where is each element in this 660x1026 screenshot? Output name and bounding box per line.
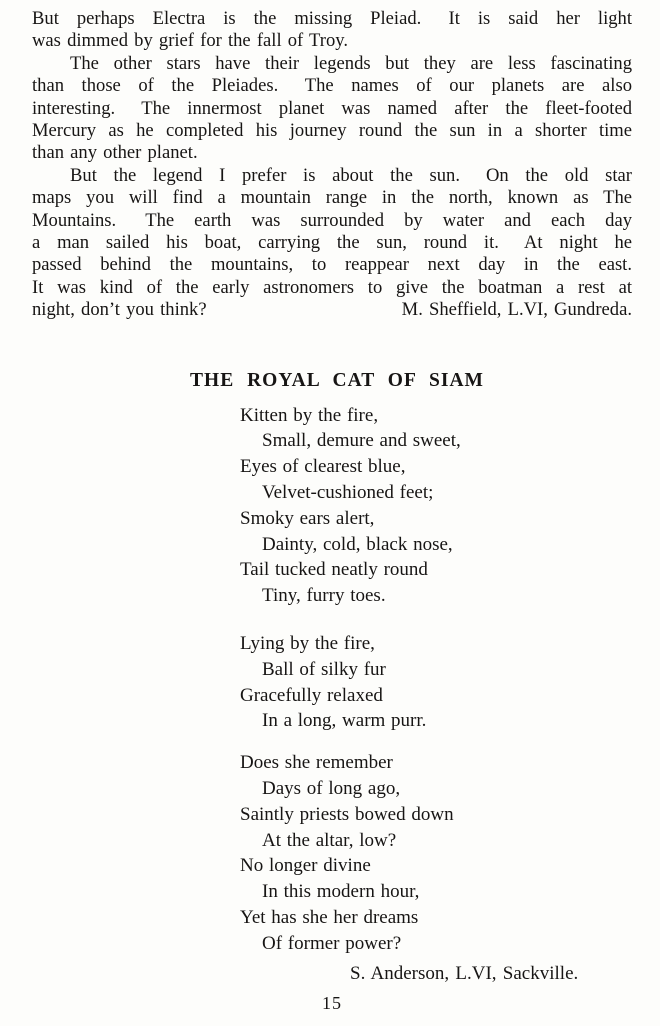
- poem-line: Lying by the fire,: [240, 633, 375, 655]
- text-line: The other stars have their legends but they are less fascinating: [70, 52, 632, 74]
- text-line: than those of the Pleiades. The names of our planets are also: [32, 75, 632, 97]
- prose-attribution: M. Sheffield, L.VI, Gundreda.: [401, 299, 632, 321]
- text-line: interesting. The innermost planet was named after the fleet-footed: [32, 97, 632, 119]
- paragraph-1: [32, 8, 632, 53]
- poem-line: In this modern hour,: [262, 881, 420, 903]
- closing-line: [32, 299, 632, 321]
- text-line: was dimmed by grief for the fall of Troy.: [32, 30, 348, 52]
- text-line: It was kind of the early astronomers to give the boatman a rest at: [32, 276, 632, 298]
- poem-line: Yet has she her dreams: [240, 907, 419, 929]
- poem-stanza-2: [240, 631, 632, 734]
- poem-line: Does she remember: [240, 752, 393, 774]
- text-line: than any other planet.: [32, 142, 198, 164]
- poem-line: In a long, warm purr.: [262, 710, 427, 732]
- poem-stanza-1: [240, 403, 632, 609]
- text-line: But the legend I prefer is about the sun. On the old star: [70, 164, 632, 186]
- poem-title: THE ROYAL CAT OF SIAM: [190, 369, 484, 391]
- poem-line: Tiny, furry toes.: [262, 585, 386, 607]
- poem-line: Saintly priests bowed down: [240, 803, 454, 825]
- poem-line: No longer divine: [240, 855, 371, 877]
- prose-section: [32, 8, 632, 1015]
- poem-body: [240, 403, 632, 957]
- poem-line: Days of long ago,: [262, 778, 401, 800]
- poem-line: Eyes of clearest blue,: [240, 456, 406, 478]
- paragraph-3: [32, 165, 632, 322]
- poem-line: Of former power?: [262, 932, 402, 954]
- text-line: Mountains. The earth was surrounded by water and each day: [32, 209, 632, 231]
- page-number: 15: [322, 993, 342, 1014]
- text-line: maps you will find a mountain range in the north, known as The: [32, 187, 632, 209]
- poem-line: Ball of silky fur: [262, 658, 386, 680]
- text-line: But perhaps Electra is the missing Pleiad. It is said her light: [32, 8, 632, 29]
- poem-line: Gracefully relaxed: [240, 684, 383, 706]
- poem-line: Dainty, cold, black nose,: [262, 533, 453, 555]
- text-line: a man sailed his boat, carrying the sun, round it. At night he: [32, 232, 632, 254]
- poem-line: Kitten by the fire,: [240, 404, 379, 426]
- poem-stanza-3: [240, 750, 632, 956]
- poem-line: Tail tucked neatly round: [240, 559, 428, 581]
- text-line: passed behind the mountains, to reappear next day in the east.: [32, 254, 632, 276]
- paragraph-2: [32, 53, 632, 165]
- text-line: Mercury as he completed his journey round the sun in a shorter time: [32, 120, 632, 142]
- poem-line: At the altar, low?: [262, 829, 397, 851]
- poem-line: Small, demure and sweet,: [262, 430, 461, 452]
- closing-question: night, don’t you think?: [32, 299, 207, 321]
- poem-line: Velvet-cushioned feet;: [262, 482, 434, 504]
- poem-attribution: S. Anderson, L.VI, Sackville.: [350, 962, 579, 984]
- poem-line: Smoky ears alert,: [240, 507, 375, 529]
